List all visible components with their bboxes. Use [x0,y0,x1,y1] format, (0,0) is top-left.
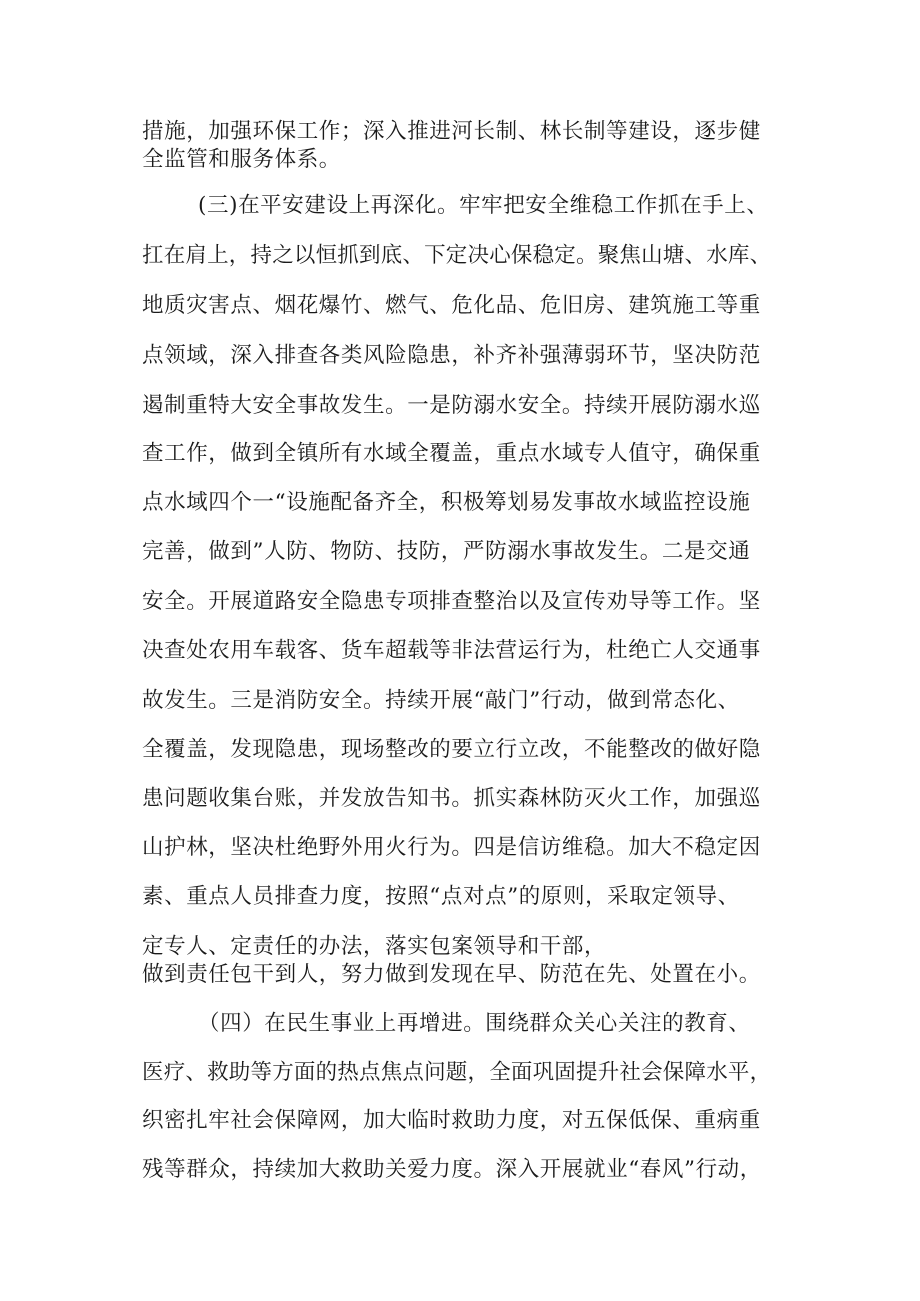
section-heading-4: （四）在民生事业上再增进。围绕群众关心关注的教育、 [198,1011,751,1036]
text-line: 素、重点人员排查力度，按照“点对点”的原则，采取定领导、 [142,884,740,909]
text-line: 完善，做到”人防、物防、技防，严防溺水事故发生。二是交通 [142,539,751,564]
text-line: 查工作，做到全镇所有水域全覆盖，重点水域专人值守，确保重 [142,441,761,466]
text-line: 医疗、救助等方面的热点焦点问题，全面巩固提升社会保障水平， [142,1060,772,1085]
text-line: 地质灾害点、烟花爆竹、燃气、危化品、危旧房、建筑施工等重 [142,293,761,318]
section-heading-3: (三)在平安建设上再深化。牢牢把安全维稳工作抓在手上、 [198,193,769,218]
text-line: 安全。开展道路安全隐患专项排查整治以及宣传劝导等工作。坚 [142,589,761,614]
text-line: 织密扎牢社会保障网，加大临时救助力度，对五保低保、重病重 [142,1108,761,1133]
text-line: 决查处农用车载客、货车超载等非法营运行为，杜绝亡人交通事 [142,638,761,663]
text-line: 措施，加强环保工作；深入推进河长制、林长制等建设，逐步健 [142,119,761,144]
text-line: 遏制重特大安全事故发生。一是防溺水安全。持续开展防溺水巡 [142,393,761,418]
text-line: 定专人、定责任的办法，落实包案领导和干部， [142,934,607,959]
text-line: 患问题收集台账，并发放告知书。抓实森林防灭火工作，加强巡 [142,786,761,811]
text-line: 做到责任包干到人，努力做到发现在早、防范在先、处置在小。 [142,962,761,987]
text-line: 全监管和服务体系。 [142,147,341,172]
text-line: 故发生。三是消防安全。持续开展“敲门”行动，做到常态化、 [142,688,740,713]
text-line: 残等群众，持续加大救助关爱力度。深入开展就业“春风”行动， [142,1157,762,1182]
text-line: 点领域，深入排查各类风险隐患，补齐补强薄弱环节，坚决防范 [142,343,761,368]
text-line: 扛在肩上，持之以恒抓到底、下定决心保稳定。聚焦山塘、水库、 [142,243,772,268]
text-line: 山护林，坚决杜绝野外用火行为。四是信访维稳。加大不稳定因 [142,835,761,860]
text-line: 点水域四个一“设施配备齐全，积极筹划易发事故水域监控设施 [142,490,751,515]
text-line: 全覆盖，发现隐患，现场整改的要立行立改，不能整改的做好隐 [142,737,761,762]
